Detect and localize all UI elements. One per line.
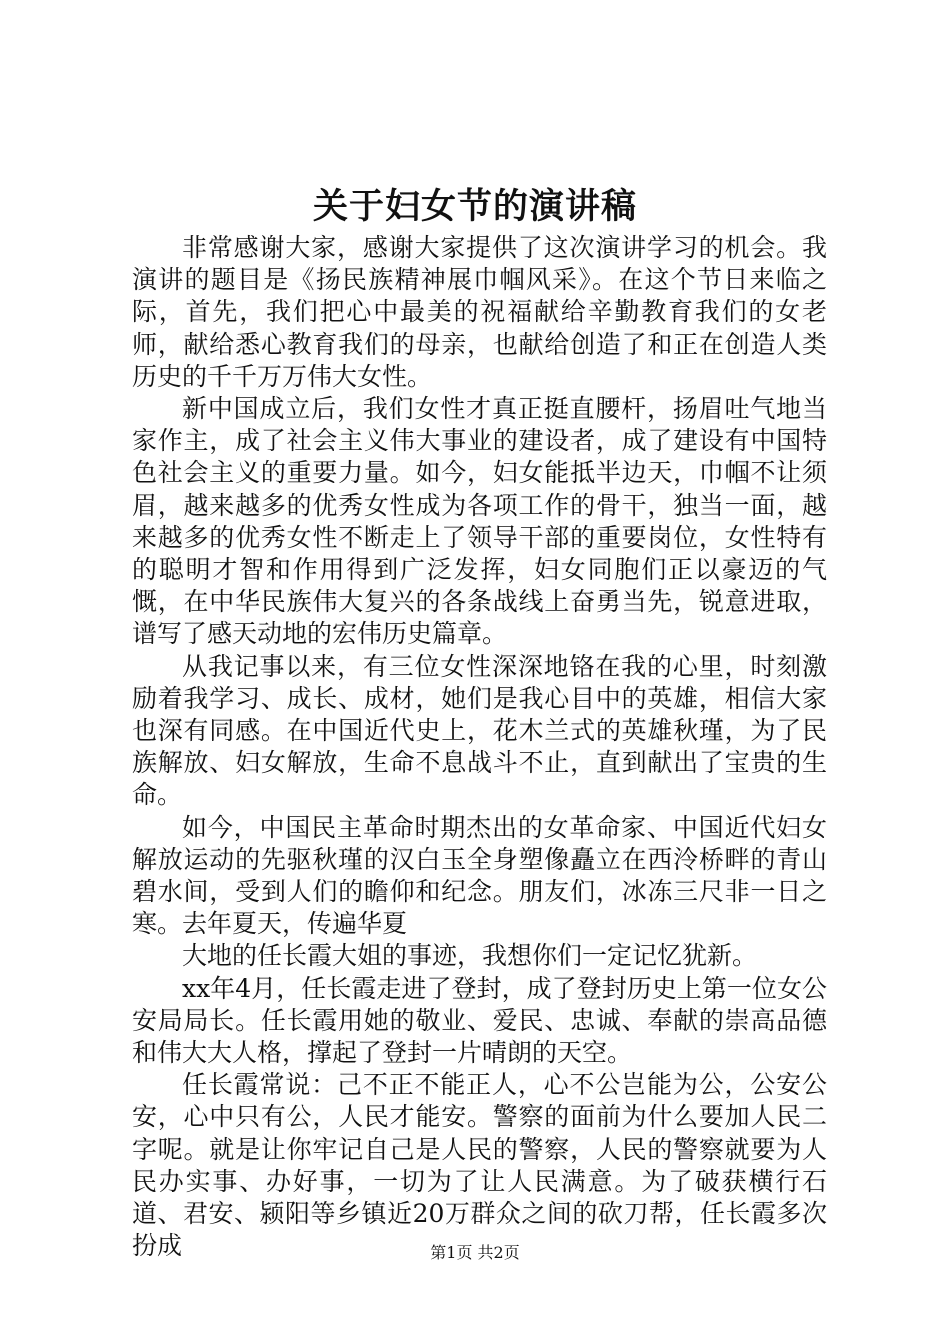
- document-title: 关于妇女节的演讲稿: [312, 186, 637, 227]
- paragraph: 非常感谢大家，感谢大家提供了这次演讲学习的机会。我演讲的题目是《扬民族精神展巾帼风采》。在这个节日来临之际，首先，我们把心中最美的祝福献给辛勤教育我们的女老师，献给悉心教育我们的母亲，也献给创造了和正在创造人类历史的千千万万伟大女性。: [132, 233, 827, 391]
- paragraph: 任长霞常说：己不正不能正人，心不公岂能为公，公安公安，心中只有公，人民才能安。警察的面前为什么要加人民二字呢。就是让你牢记自己是人民的警察，人民的警察就要为人民办实事、办好事，一切为了让人民满意。为了破获横行石道、君安、颍阳等乡镇近20万群众之间的砍刀帮，任长霞多次扮成: [132, 1070, 827, 1261]
- paragraph: 大地的任长霞大姐的事迹，我想你们一定记忆犹新。: [182, 941, 758, 971]
- page-footer: 第1页 共2页: [430, 1243, 520, 1262]
- paragraph: xx年4月，任长霞走进了登封，成了登封历史上第一位女公安局局长。任长霞用她的敬业、爱民、忠诚、奉献的崇高品德和伟大大人格，撑起了登封一片晴朗的天空。: [132, 973, 827, 1068]
- paragraph: 从我记事以来，有三位女性深深地铬在我的心里，时刻激励着我学习、成长、成材，她们是我心目中的英雄，相信大家也深有同感。在中国近代史上，花木兰式的英雄秋瑾，为了民族解放、妇女解放，生命不息战斗不止，直到献出了宝贵的生命。: [132, 651, 827, 810]
- document-body: [132, 232, 827, 1263]
- paragraph: 新中国成立后，我们女性才真正挺直腰杆，扬眉吐气地当家作主，成了社会主义伟大事业的建设者，成了建设有中国特色社会主义的重要力量。如今，妇女能抵半边天，巾帼不让须眉，越来越多的优秀女性成为各项工作的骨干，独当一面，越来越多的优秀女性不断走上了领导干部的重要岗位，女性特有的聪明才智和作用得到广泛发挥，妇女同胞们正以豪迈的气慨，在中华民族伟大复兴的各条战线上奋勇当先，锐意进取，谱写了感天动地的宏伟历史篇章。: [132, 394, 827, 649]
- paragraph: 如今，中国民主革命时期杰出的女革命家、中国近代妇女解放运动的先驱秋瑾的汉白玉全身塑像矗立在西泠桥畔的青山碧水间，受到人们的瞻仰和纪念。朋友们，冰冻三尺非一日之寒。去年夏天，传遍华夏: [132, 812, 827, 939]
